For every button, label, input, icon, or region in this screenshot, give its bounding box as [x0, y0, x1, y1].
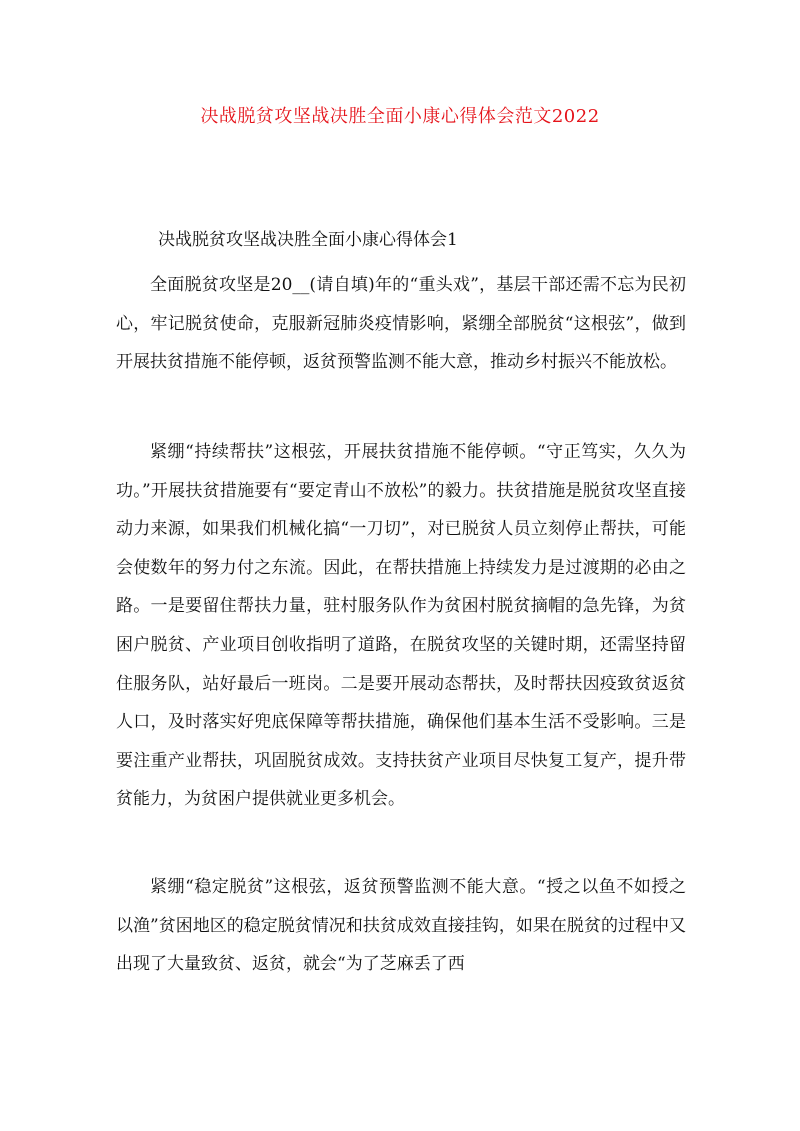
section-heading: 决战脱贫攻坚战决胜全面小康心得体会1 — [158, 230, 458, 250]
paragraph: 紧绷“稳定脱贫”这根弦，返贫预警监测不能大意。“授之以鱼不如授之以渔”贫困地区的稳定脱贫情况和扶贫成效直接挂钩，如果在脱贫的过程中又出现了大量致贫、返贫，就会“为了芝麻丢了西 — [116, 877, 686, 975]
paragraph: 紧绷“持续帮扶”这根弦，开展扶贫措施不能停顿。“守正笃实，久久为功。”开展扶贫措施要有“要定青山不放松”的毅力。扶贫措施是脱贫攻坚直接动力来源，如果我们机械化搞“一刀切”，对已脱贫人员立刻停止帮扶，可能会使数年的努力付之东流。因此，在帮扶措施上持续发力是过渡期的必由之路。一是要留住帮扶力量，驻村服务队作为贫困村脱贫摘帽的急先锋，为贫困户脱贫、产业项目创收指明了道路，在脱贫攻坚的关键时期，还需坚持留住服务队，站好最后一班岗。二是要开展动态帮扶，及时帮扶因疫致贫返贫人口，及时落实好兜底保障等帮扶措施，确保他们基本生活不受影响。三是要注重产业帮扶，巩固脱贫成效。支持扶贫产业项目尽快复工复产，提升带贫能力，为贫困户提供就业更多机会。 — [116, 442, 686, 810]
document-title: 决战脱贫攻坚战决胜全面小康心得体会范文2022 — [200, 106, 600, 127]
paragraph: 全面脱贫攻坚是20__(请自填)年的“重头戏”，基层干部还需不忘为民初心，牢记脱贫使命，克服新冠肺炎疫情影响，紧绷全部脱贫“这根弦”，做到开展扶贫措施不能停顿，返贫预警监测不能大意，推动乡村振兴不能放松。 — [116, 275, 686, 373]
